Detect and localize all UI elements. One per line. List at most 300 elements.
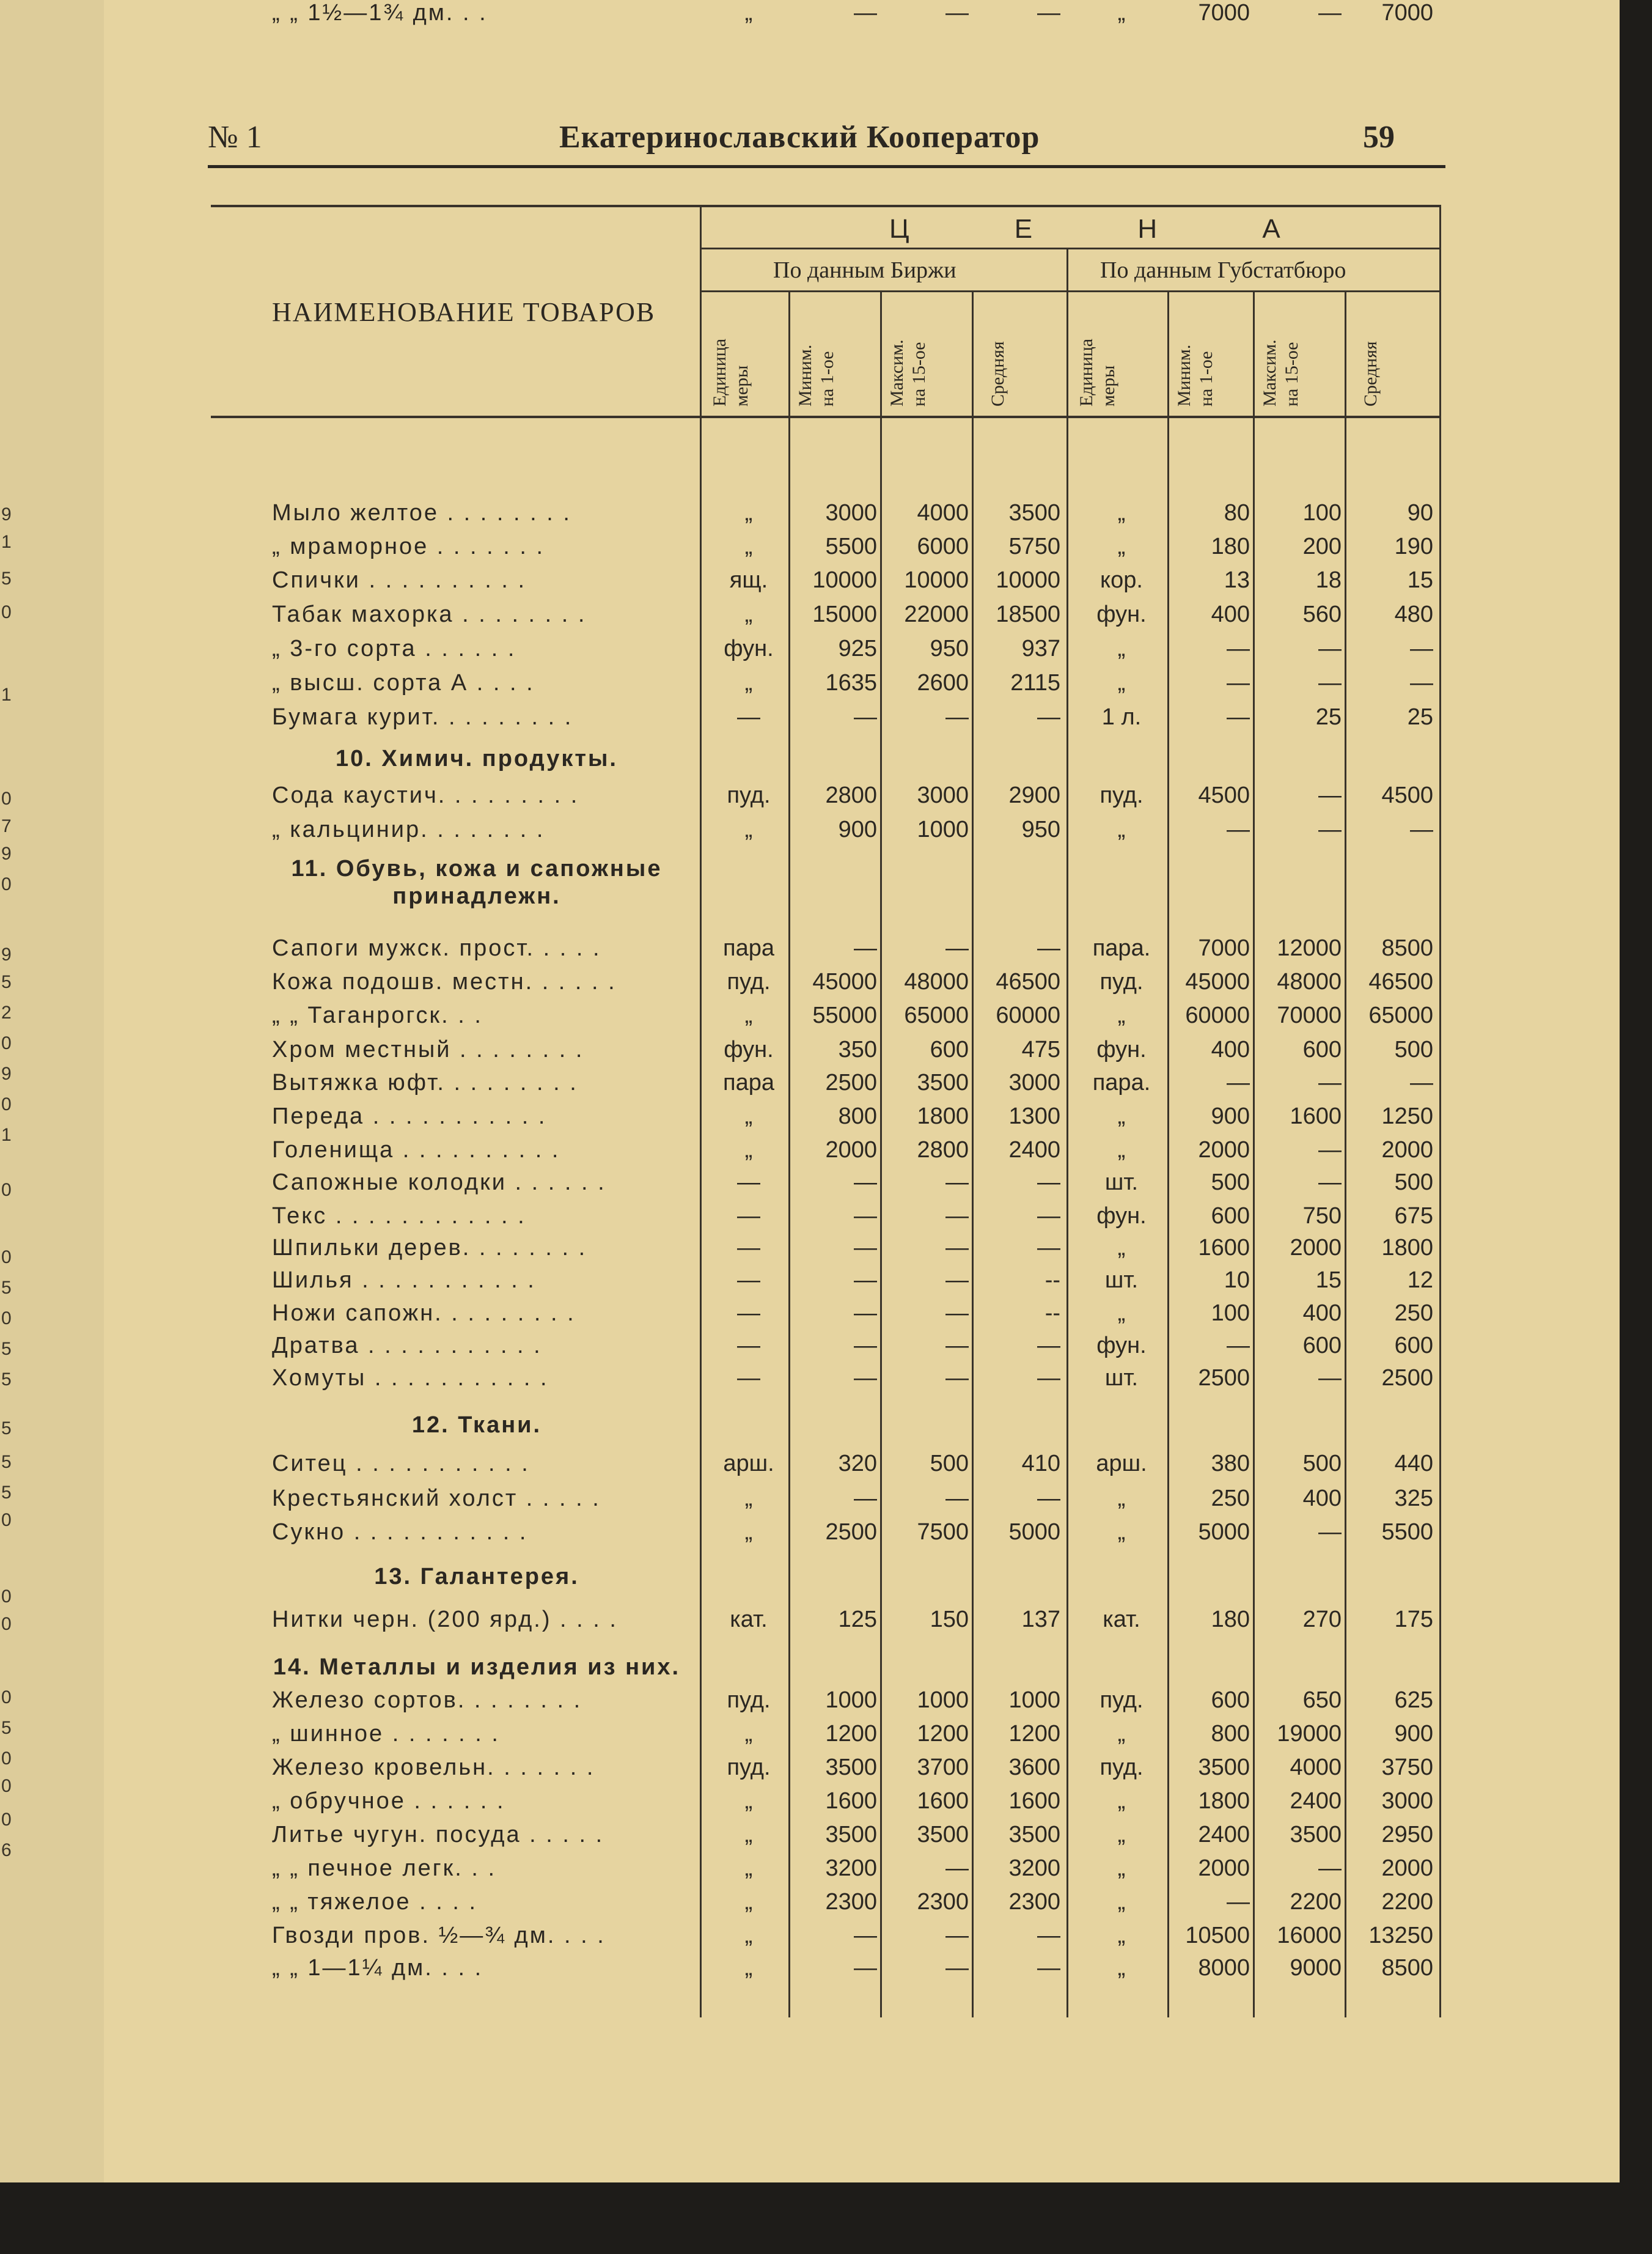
adjacent-page-fragment: 5 [1, 1278, 12, 1298]
avg-exchange: — [1037, 1333, 1060, 1358]
unit-exchange: фун. [724, 1037, 774, 1063]
unit-stat: фун. [1096, 1333, 1147, 1358]
min-stat: — [1227, 670, 1250, 696]
min-exchange: — [854, 1203, 877, 1229]
max-stat: 2000 [1290, 1235, 1342, 1261]
min-exchange: 45000 [812, 969, 877, 995]
max-exchange: 3700 [917, 1755, 969, 1780]
min-exchange: 15000 [812, 602, 877, 627]
min-stat: 10500 [1185, 1923, 1250, 1948]
min-exchange: 350 [838, 1037, 877, 1063]
column-rule [1253, 290, 1255, 2017]
avg-stat: 12 [1407, 1267, 1433, 1293]
max-stat: 48000 [1277, 969, 1342, 995]
max-stat: — [1318, 1519, 1342, 1545]
unit-exchange: „ [744, 1855, 753, 1881]
min-exchange: — [854, 1365, 877, 1391]
min-exchange: 2500 [825, 1070, 877, 1096]
unit-stat: пара. [1092, 1070, 1151, 1096]
adjacent-page-fragment: 5 [1, 1452, 12, 1472]
issue-number: № 1 [208, 120, 262, 155]
max-exchange: — [945, 1169, 969, 1195]
unit-exchange: „ [744, 0, 753, 26]
unit-stat: „ [1117, 1003, 1126, 1028]
avg-stat: 13250 [1368, 1923, 1433, 1948]
goods-name: Крестьянский холст . . . . . [272, 1486, 601, 1511]
price-header-rule [700, 248, 1439, 249]
unit-exchange: „ [744, 1519, 753, 1545]
min-stat: 380 [1211, 1451, 1250, 1476]
avg-exchange: 46500 [996, 969, 1060, 995]
avg-stat: 5500 [1381, 1519, 1433, 1545]
table-top-rule [211, 205, 1439, 207]
avg-exchange: 937 [1021, 636, 1060, 661]
subheader-unit: Единица меры [1076, 338, 1118, 407]
avg-exchange: 3500 [1008, 500, 1060, 526]
min-stat: — [1227, 636, 1250, 661]
avg-exchange: — [1037, 1169, 1060, 1195]
avg-stat: 500 [1394, 1169, 1433, 1195]
goods-name: Ножи сапожн. . . . . . . . . [272, 1300, 576, 1326]
column-rule [1167, 290, 1169, 2017]
goods-name: Переда . . . . . . . . . . . [272, 1103, 547, 1129]
adjacent-page-fragment: 0 [1, 1033, 12, 1053]
adjacent-page-fragment: 9 [1, 945, 12, 965]
min-stat: — [1227, 1070, 1250, 1096]
adjacent-page-fragment: 5 [1, 569, 12, 589]
unit-exchange: „ [744, 602, 753, 627]
avg-stat: — [1410, 1070, 1433, 1096]
subheader-avg: Средняя [1360, 341, 1381, 407]
avg-exchange: — [1037, 1365, 1060, 1391]
adjacent-page-fragment: 9 [1, 844, 12, 864]
unit-stat: арш. [1096, 1451, 1147, 1476]
unit-exchange: — [737, 1300, 760, 1326]
min-stat: 250 [1211, 1486, 1250, 1511]
min-exchange: — [854, 0, 877, 26]
min-stat: — [1227, 1889, 1250, 1915]
goods-name: „ мраморное . . . . . . . [272, 534, 545, 559]
subheader-unit: Единица меры [710, 338, 752, 407]
max-stat: 9000 [1290, 1955, 1342, 1981]
max-exchange: — [945, 704, 969, 730]
min-exchange: 1000 [825, 1687, 877, 1713]
adjacent-page-fragment: 5 [1, 1369, 12, 1390]
min-stat: 2000 [1198, 1855, 1250, 1881]
avg-exchange: 3600 [1008, 1755, 1060, 1780]
unit-exchange: „ [744, 1788, 753, 1814]
unit-exchange: „ [744, 1955, 753, 1981]
max-exchange: — [945, 1203, 969, 1229]
unit-stat: „ [1117, 1103, 1126, 1129]
goods-name: Табак махорка . . . . . . . . [272, 602, 587, 627]
avg-stat: 7000 [1381, 0, 1433, 26]
goods-name: Сапоги мужск. прост. . . . . [272, 935, 601, 961]
unit-stat: „ [1117, 1519, 1126, 1545]
unit-exchange: „ [744, 1721, 753, 1747]
max-exchange: 1800 [917, 1103, 969, 1129]
avg-exchange: 2400 [1008, 1137, 1060, 1163]
avg-stat: — [1410, 670, 1433, 696]
min-exchange: — [854, 1486, 877, 1511]
unit-stat: пара. [1092, 935, 1151, 961]
adjacent-page-fragment: 7 [1, 816, 12, 836]
max-exchange: — [945, 1235, 969, 1261]
unit-exchange: арш. [723, 1451, 774, 1476]
min-exchange: — [854, 935, 877, 961]
adjacent-page-fragment: 0 [1, 1510, 12, 1530]
adjacent-page-fragment: 5 [1, 972, 12, 992]
min-stat: 800 [1211, 1721, 1250, 1747]
max-exchange: 3500 [917, 1822, 969, 1847]
max-exchange: 2300 [917, 1889, 969, 1915]
max-exchange: 1000 [917, 1687, 969, 1713]
goods-name: Нитки черн. (200 ярд.) . . . . [272, 1607, 618, 1632]
avg-stat: 2950 [1381, 1822, 1433, 1847]
unit-stat: „ [1117, 1822, 1126, 1847]
adjacent-page-fragment: 0 [1, 1180, 12, 1200]
avg-stat: 3750 [1381, 1755, 1433, 1780]
column-rule [1066, 248, 1068, 2017]
max-stat: 25 [1315, 704, 1342, 730]
max-exchange: 65000 [904, 1003, 969, 1028]
goods-name: Дратва . . . . . . . . . . . [272, 1333, 542, 1358]
max-stat: — [1318, 1070, 1342, 1096]
min-exchange: 1200 [825, 1721, 877, 1747]
min-exchange: — [854, 1300, 877, 1326]
min-stat: 180 [1211, 1607, 1250, 1632]
goods-name: „ „ 1—1¼ дм. . . . [272, 1955, 483, 1981]
max-stat: — [1318, 636, 1342, 661]
unit-exchange: ящ. [729, 567, 768, 593]
avg-exchange: 3500 [1008, 1822, 1060, 1847]
unit-stat: фун. [1096, 1203, 1147, 1229]
max-stat: 15 [1315, 1267, 1342, 1293]
min-exchange: 2800 [825, 783, 877, 808]
avg-exchange: 3000 [1008, 1070, 1060, 1096]
goods-name: „ высш. сорта А . . . . [272, 670, 535, 696]
avg-stat: — [1410, 817, 1433, 842]
adjacent-page-fragment: 2 [1, 1003, 12, 1023]
max-stat: 2400 [1290, 1788, 1342, 1814]
avg-stat: 2000 [1381, 1855, 1433, 1881]
min-exchange: 3200 [825, 1855, 877, 1881]
min-exchange: 3500 [825, 1755, 877, 1780]
avg-stat: 1800 [1381, 1235, 1433, 1261]
unit-stat: „ [1117, 500, 1126, 526]
adjacent-page-fragment: 0 [1, 1094, 12, 1114]
unit-exchange: пуд. [727, 1755, 771, 1780]
unit-exchange: „ [744, 1486, 753, 1511]
adjacent-page-fragment: 5 [1, 1718, 12, 1738]
adjacent-page-fragment: 0 [1, 1776, 12, 1796]
adjacent-page-fragment: 5 [1, 1418, 12, 1438]
exchange-group-header: По данным Биржи [773, 257, 956, 283]
max-exchange: — [945, 1923, 969, 1948]
max-exchange: 6000 [917, 534, 969, 559]
unit-exchange: пуд. [727, 783, 771, 808]
max-stat: — [1318, 1169, 1342, 1195]
avg-exchange: 5750 [1008, 534, 1060, 559]
min-stat: 7000 [1198, 0, 1250, 26]
avg-stat: 1250 [1381, 1103, 1433, 1129]
max-exchange: 10000 [904, 567, 969, 593]
unit-exchange: пуд. [727, 1687, 771, 1713]
column-rule [700, 205, 702, 2017]
adjacent-page-fragment: 9 [1, 504, 12, 525]
goods-name: „ обручное . . . . . . [272, 1788, 505, 1814]
min-exchange: 2000 [825, 1137, 877, 1163]
avg-stat: 2500 [1381, 1365, 1433, 1391]
min-stat: 2400 [1198, 1822, 1250, 1847]
adjacent-page-fragment: 1 [1, 1125, 12, 1145]
unit-stat: „ [1117, 1955, 1126, 1981]
unit-exchange: „ [744, 1822, 753, 1847]
max-exchange: 3000 [917, 783, 969, 808]
unit-stat: „ [1117, 1300, 1126, 1326]
unit-stat: „ [1117, 817, 1126, 842]
avg-stat: 250 [1394, 1300, 1433, 1326]
subheader-bottom-rule [211, 416, 1439, 418]
unit-exchange: фун. [724, 636, 774, 661]
min-stat: 1800 [1198, 1788, 1250, 1814]
avg-stat: 325 [1394, 1486, 1433, 1511]
avg-exchange: 2900 [1008, 783, 1060, 808]
unit-exchange: — [737, 1169, 760, 1195]
min-exchange: — [854, 1267, 877, 1293]
min-exchange: 2500 [825, 1519, 877, 1545]
min-stat: — [1227, 704, 1250, 730]
unit-stat: фун. [1096, 602, 1147, 627]
section-heading: 14. Металлы и изделия из них. [273, 1654, 681, 1680]
max-exchange: — [945, 1300, 969, 1326]
max-stat: — [1318, 783, 1342, 808]
unit-exchange: пуд. [727, 969, 771, 995]
max-exchange: 500 [930, 1451, 969, 1476]
unit-exchange: „ [744, 1137, 753, 1163]
adjacent-page-fragment: 0 [1, 602, 12, 622]
avg-exchange: 3200 [1008, 1855, 1060, 1881]
min-exchange: 320 [838, 1451, 877, 1476]
max-stat: 200 [1302, 534, 1342, 559]
goods-name: „ „ 1½—1¾ дм. . . [272, 0, 488, 26]
unit-stat: пуд. [1099, 783, 1144, 808]
unit-stat: пуд. [1099, 1687, 1144, 1713]
min-exchange: 125 [838, 1607, 877, 1632]
avg-stat: 175 [1394, 1607, 1433, 1632]
max-exchange: 22000 [904, 602, 969, 627]
section-heading: 11. Обувь, кожа и сапожные [291, 856, 663, 882]
min-stat: 180 [1211, 534, 1250, 559]
column-rule [880, 290, 882, 2017]
goods-name: Мыло желтое . . . . . . . . [272, 500, 571, 526]
max-stat: 750 [1302, 1203, 1342, 1229]
adjacent-page-fragment: 0 [1, 789, 12, 809]
goods-name: Текс . . . . . . . . . . . . [272, 1203, 526, 1229]
min-stat: 8000 [1198, 1955, 1250, 1981]
adjacent-page-fragment: 5 [1, 1339, 12, 1359]
unit-exchange: „ [744, 500, 753, 526]
avg-stat: 500 [1394, 1037, 1433, 1063]
unit-exchange: — [737, 1365, 760, 1391]
goods-name: „ „ печное легк. . . [272, 1855, 497, 1881]
goods-name: „ шинное . . . . . . . [272, 1721, 500, 1747]
goods-name: Сапожные колодки . . . . . . [272, 1169, 606, 1195]
avg-exchange: — [1037, 1923, 1060, 1948]
unit-stat: фун. [1096, 1037, 1147, 1063]
unit-exchange: „ [744, 817, 753, 842]
min-stat: 7000 [1198, 935, 1250, 961]
avg-stat: 675 [1394, 1203, 1433, 1229]
subheader-min: Миним. на 1-ое [1174, 344, 1216, 407]
max-stat: 4000 [1290, 1755, 1342, 1780]
avg-exchange: 1600 [1008, 1788, 1060, 1814]
avg-exchange: 18500 [996, 602, 1060, 627]
goods-name: Сода каустич. . . . . . . . . [272, 783, 579, 808]
min-stat: 400 [1211, 602, 1250, 627]
adjacent-page-fragment: 0 [1, 1586, 12, 1607]
min-exchange: — [854, 1955, 877, 1981]
avg-exchange: 10000 [996, 567, 1060, 593]
section-heading-cont: принадлежн. [392, 883, 561, 909]
avg-exchange: -- [1044, 1300, 1060, 1326]
avg-stat: 65000 [1368, 1003, 1433, 1028]
scan-background-right [1620, 0, 1652, 2254]
avg-exchange: — [1037, 704, 1060, 730]
goods-name: „ „ тяжелое . . . . [272, 1889, 478, 1915]
adjacent-page-fragment: 0 [1, 874, 12, 894]
max-stat: — [1318, 670, 1342, 696]
min-exchange: 5500 [825, 534, 877, 559]
avg-exchange: 950 [1021, 817, 1060, 842]
avg-exchange: — [1037, 1955, 1060, 1981]
min-stat: 3500 [1198, 1755, 1250, 1780]
min-exchange: 3000 [825, 500, 877, 526]
max-stat: 19000 [1277, 1721, 1342, 1747]
max-exchange: — [945, 1267, 969, 1293]
unit-exchange: „ [744, 534, 753, 559]
column-rule [972, 290, 974, 2017]
min-exchange: — [854, 1923, 877, 1948]
column-rule [1439, 205, 1441, 2017]
goods-name: Вытяжка юфт. . . . . . . . . [272, 1070, 578, 1096]
max-stat: 1600 [1290, 1103, 1342, 1129]
unit-stat: шт. [1104, 1169, 1139, 1195]
max-stat: — [1318, 0, 1342, 26]
max-stat: 2200 [1290, 1889, 1342, 1915]
avg-stat: 600 [1394, 1333, 1433, 1358]
goods-name: Литье чугун. посуда . . . . . [272, 1822, 604, 1847]
avg-stat: 90 [1407, 500, 1433, 526]
unit-stat: кат. [1103, 1607, 1140, 1632]
adjacent-page-fragment: 0 [1, 1614, 12, 1634]
max-stat: 12000 [1277, 935, 1342, 961]
avg-exchange: — [1037, 1235, 1060, 1261]
max-exchange: — [945, 1486, 969, 1511]
max-stat: 400 [1302, 1300, 1342, 1326]
unit-stat: „ [1117, 1788, 1126, 1814]
max-exchange: 7500 [917, 1519, 969, 1545]
avg-exchange: 475 [1021, 1037, 1060, 1063]
max-exchange: — [945, 0, 969, 26]
min-exchange: — [854, 704, 877, 730]
max-stat: 16000 [1277, 1923, 1342, 1948]
max-stat: 3500 [1290, 1822, 1342, 1847]
avg-exchange: 5000 [1008, 1519, 1060, 1545]
min-stat: 900 [1211, 1103, 1250, 1129]
adjacent-page-fragment: 0 [1, 1810, 12, 1830]
unit-stat: „ [1117, 1889, 1126, 1915]
avg-exchange: 2115 [1010, 670, 1060, 696]
goods-name: Голенища . . . . . . . . . . [272, 1137, 560, 1163]
subheader-max: Максим. на 15-ое [1260, 339, 1302, 407]
max-stat: 560 [1302, 602, 1342, 627]
min-stat: 4500 [1198, 783, 1250, 808]
max-exchange: 1000 [917, 817, 969, 842]
min-exchange: 1600 [825, 1788, 877, 1814]
max-stat: — [1318, 1365, 1342, 1391]
min-stat: 5000 [1198, 1519, 1250, 1545]
unit-stat: „ [1117, 0, 1126, 26]
stat-group-header: По данным Губстатбюро [1100, 257, 1346, 283]
unit-exchange: — [737, 1203, 760, 1229]
goods-name: Шпильки дерев. . . . . . . . [272, 1235, 587, 1261]
avg-stat: 190 [1394, 534, 1433, 559]
unit-exchange: „ [744, 1103, 753, 1129]
unit-exchange: — [737, 1267, 760, 1293]
unit-stat: 1 л. [1101, 704, 1142, 730]
max-stat: 70000 [1277, 1003, 1342, 1028]
avg-stat: 8500 [1381, 935, 1433, 961]
avg-stat: 3000 [1381, 1788, 1433, 1814]
max-stat: 600 [1302, 1333, 1342, 1358]
min-stat: 45000 [1185, 969, 1250, 995]
unit-stat: пуд. [1099, 969, 1144, 995]
max-stat: 400 [1302, 1486, 1342, 1511]
unit-stat: кор. [1100, 567, 1143, 593]
goods-name: Сукно . . . . . . . . . . . [272, 1519, 528, 1545]
avg-exchange: — [1037, 935, 1060, 961]
unit-exchange: „ [744, 1923, 753, 1948]
min-exchange: 55000 [812, 1003, 877, 1028]
min-stat: — [1227, 1333, 1250, 1358]
section-heading: 12. Ткани. [411, 1412, 542, 1438]
min-stat: 400 [1211, 1037, 1250, 1063]
min-stat: 60000 [1185, 1003, 1250, 1028]
unit-exchange: — [737, 1235, 760, 1261]
adjacent-page-fragment: 0 [1, 1247, 12, 1267]
price-header: Ц Е Н А [889, 214, 1329, 244]
avg-exchange: 1000 [1008, 1687, 1060, 1713]
max-exchange: 3500 [917, 1070, 969, 1096]
min-exchange: — [854, 1333, 877, 1358]
unit-stat: „ [1117, 670, 1126, 696]
max-exchange: 1600 [917, 1788, 969, 1814]
goods-name: „ 3-го сорта . . . . . . [272, 636, 516, 661]
avg-stat: 46500 [1368, 969, 1433, 995]
goods-name: „ кальцинир. . . . . . . . [272, 817, 545, 842]
min-exchange: 1635 [825, 670, 877, 696]
min-stat: 13 [1224, 567, 1250, 593]
max-exchange: 150 [930, 1607, 969, 1632]
unit-exchange: пара [723, 1070, 774, 1096]
avg-stat: 25 [1407, 704, 1433, 730]
adjacent-page-fragment: 0 [1, 1687, 12, 1707]
max-exchange: 48000 [904, 969, 969, 995]
max-stat: — [1318, 817, 1342, 842]
unit-stat: „ [1117, 1137, 1126, 1163]
goods-name: Ситец . . . . . . . . . . . [272, 1451, 530, 1476]
